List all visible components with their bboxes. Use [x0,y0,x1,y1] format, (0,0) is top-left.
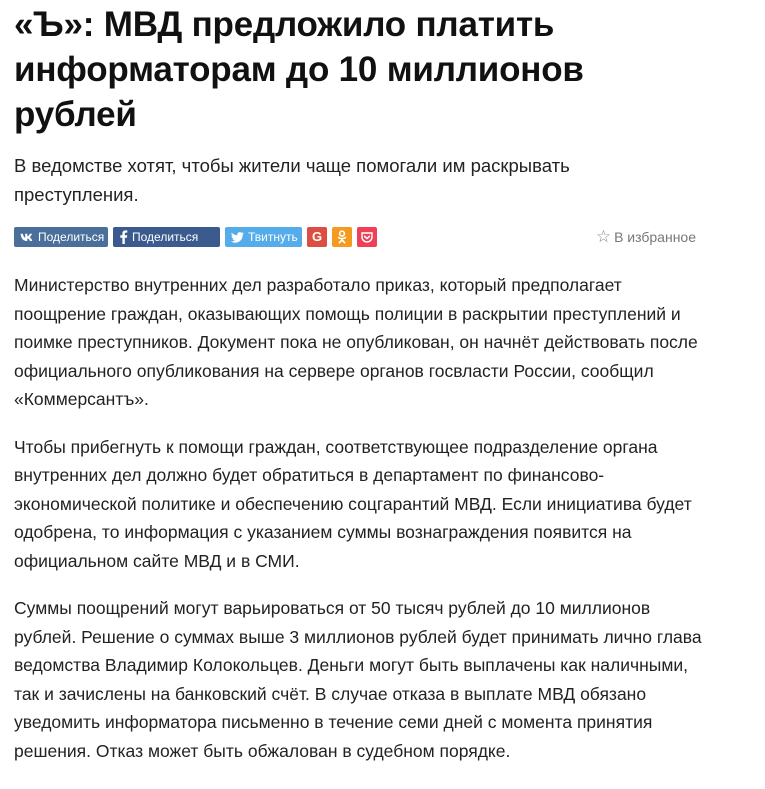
share-vk-button[interactable] [14,227,108,247]
favorites-label: В избранное [614,229,696,245]
share-google-button[interactable] [307,227,327,247]
share-facebook-button[interactable] [113,227,220,247]
article-paragraph: Министерство внутренних дел разработало приказ, который предполагает поощрение граждан, оказывающих помощь полиции в раскрытии преступлений и поимке преступников. Документ пока не опубликован, он начнёт действовать после официального опубликования на сервере органов госвласти России, сообщил «Коммерсантъ». [14,275,698,409]
article-paragraph: Суммы поощрений могут варьироваться от 50 тысяч рублей до 10 миллионов рублей. Решение о суммах выше 3 миллионов рублей будет принимать лично глава ведомства Владимир Колокольцев. Деньги могут быть выплачены как наличными, так и зачислены на банковский счёт. В случае отказа в выплате МВД обязано уведомить информатора письменно в течение семи дней с момента принятия решения. Отказ может быть обжалован в судебном порядке. [14,598,702,761]
share-twitter-label: Твитнуть [248,230,298,244]
odnoklassniki-icon [337,230,347,244]
star-outline-icon: ☆ [595,227,612,246]
article-body [14,271,704,765]
article-paragraph: Чтобы прибегнуть к помощи граждан, соответствующее подразделение органа внутренних дел должно будет обратиться в департамент по финансово-экономической политике и обеспечению соцгарантий МВД. Если инициатива будет одобрена, то информация с указанием суммы вознаграждения появится на официальном сайте МВД и в СМИ. [14,436,692,571]
vk-icon [20,233,34,242]
share-bar [14,227,696,249]
article-title: «Ъ»: МВД предложило платить информаторам до 10 миллионов рублей [14,5,584,134]
twitter-icon [231,232,244,243]
share-vk-label: Поделиться [38,230,105,244]
share-pocket-button[interactable] [357,227,377,247]
share-twitter-button[interactable] [225,227,302,247]
article [14,0,714,784]
google-icon: G [311,229,323,244]
pocket-icon [361,232,373,243]
share-odnoklassniki-button[interactable] [332,227,352,247]
facebook-icon [119,230,128,244]
add-to-favorites-button[interactable] [596,227,696,247]
article-lead: В ведомстве хотят, чтобы жители чаще помогали им раскрывать преступления. [14,155,570,205]
share-facebook-label: Поделиться [132,230,199,244]
